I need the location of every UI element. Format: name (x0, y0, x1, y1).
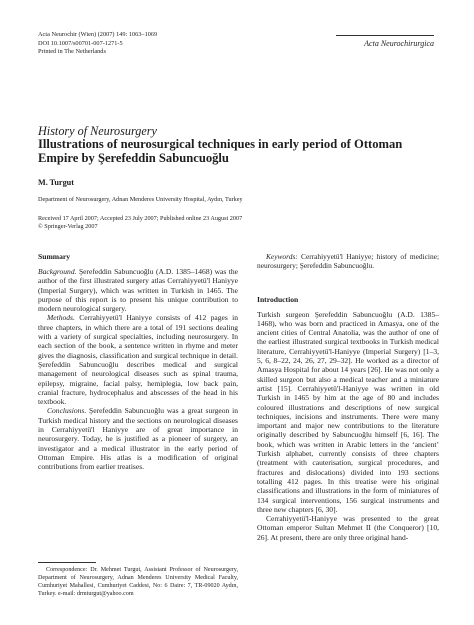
correspondence-footnote: Correspondence: Dr. Mehmet Turgut, Assistant Professor of Neurosurgery, Department of Neurosurgery, Adnan Menderes University Medical Faculty, Cumhuriyet Mahallesi, Cumhuriyet Caddesi, No: 6 Daire: 7, TR-09020 Aydın, Turkey. e-mail: drmturgut@yahoo.com (38, 567, 238, 598)
conclusions-lead: Conclusions. (47, 406, 87, 416)
introduction-heading: Introduction (257, 294, 299, 304)
summary-background (38, 267, 238, 313)
section-label: History of Neurosurgery (38, 124, 157, 138)
header-rule (336, 35, 434, 36)
journal-citation-block (38, 31, 157, 57)
author-affiliation: Department of Neurosurgery, Adnan Menderes University Hospital, Aydın, Turkey (38, 196, 243, 203)
doi-line: DOI 10.1007/s00701-007-1271-5 (38, 39, 123, 47)
keywords-text: Cerrahiyyetü'l Haniyye; history of medicine; neurosurgery; Şerefeddin Sabuncuoğlu. (257, 252, 439, 271)
methods-lead: Methods. (47, 313, 75, 323)
conclusions-text: Şerefeddin Sabuncuoğlu was a great surgeon in Turkish medical history and the sections on neurological diseases in Cerrahiyyetü'l Haniyye are of great importance in neurosurgery. Today, he is justified as a pioneer of surgery, an investigator and a medical illustrator in the early period of Ottoman Empire. His atlas is a modification of original contributions from earlier treatises. (38, 406, 238, 472)
background-text: Şerefeddin Sabuncuoğlu (A.D. 1385–1468) was the author of the first illustrated surgery atlas Cerrahiyyetü'l Haniyye (Imperial Surgery), which was written in Turkish in 1465. The purpose of this report is to present his unique contribution to modern neurological surgery. (38, 267, 238, 314)
journal-name: Acta Neurochirurgica (364, 39, 434, 48)
summary-conclusions (38, 406, 238, 471)
publication-dates (38, 215, 242, 232)
received-line: Received 17 April 2007; Accepted 23 July 2007; Published online 23 August 2007 (38, 215, 243, 222)
article-title: Illustrations of neurosurgical techniques in early period of Ottoman Empire by Şerefeddin Sabuncuoğlu (38, 137, 403, 165)
background-lead: Background. (38, 267, 77, 276)
printed-line: Printed in The Netherlands (38, 48, 106, 56)
keywords-label: Keywords: (266, 252, 298, 261)
copyright-line: © Springer-Verlag 2007 (38, 223, 98, 231)
keywords (257, 252, 439, 271)
citation-line: Acta Neurochir (Wien) (2007) 149: 1063–1069 (38, 31, 158, 38)
footnote-rule (38, 562, 96, 563)
summary-heading: Summary (38, 252, 71, 261)
right-column (257, 252, 439, 542)
author-name: M. Turgut (38, 178, 74, 187)
methods-text: Cerrahiyyetü'l Haniyye consists of 412 pages in three chapters, in which there are a total of 191 sections dealing with a variety of surgical specialties, including neurosurgery. In each section of the book, a sentence written in rhyme and meter gives the diagnosis, classification and surgical technique in detail. Şerefeddin Sabuncuoğlu describes medical and surgical management of neurological diseases such as spinal trauma, epilepsy, migraine, facial palsy, hemiplegia, low back pain, cranial fracture, hydrocephalus and abscesses of the head in his textbook. (38, 313, 238, 407)
summary-methods (38, 313, 238, 406)
introduction-paragraph-2: Cerrahiyyetü'l-Haniyye was presented to the great Ottoman emperor Sultan Mehmet II (the Conqueror) [10, 26]. At present, there are only three original hand- (257, 514, 439, 542)
introduction-paragraph-1: Turkish surgeon Şerefeddin Sabuncuoğlu (A.D. 1385–1468), who was born and practiced in Amasya, one of the ancient cities of Central Anatolia, was the author of one of the earliest illustrated surgical textbooks in Turkish medical literature, Cerrahiyyetü'l-Haniyye (Imperial Surgery) [1–3, 5, 6, 8–22, 24, 26, 27, 29–32]. He worked as a director of Amasya Hospital for about 14 years [26]. He was not only a skilled surgeon but also a medical teacher and a miniature artist [15]. Cerrahiyyetü'l-Haniyye was written in old Turkish in 1465 by him at the age of 80 and includes coloured illustrations and descriptions of new surgical techniques, incisions and instruments. There were many important and major new contributions to the literature originally described by Sabuncuoğlu himself [6, 16]. The book, which was written in Arabic letters in the ‘ancient’ Turkish alphabet, currently consists of three chapters (treatment with cauterisation, surgical procedures, and fractures and dislocations) divided into 193 sections totalling 412 pages. In this treatise were his original classifications and illustrations in the form of miniatures of 134 surgical interventions, 156 surgical instruments and three new chapters [6, 30]. (257, 309, 439, 514)
left-column (38, 252, 238, 472)
